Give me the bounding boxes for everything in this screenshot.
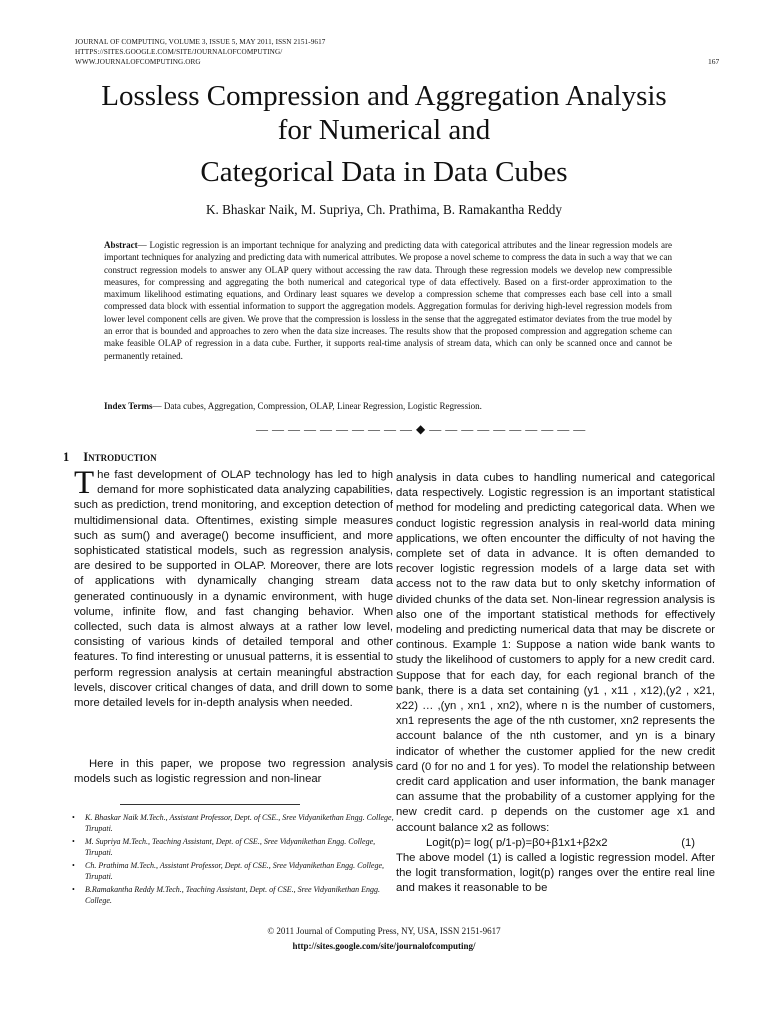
equation: Logit(p)= log( p/1-p)=β0+β1x1+β2x2 bbox=[426, 836, 608, 849]
abstract-text: — Logistic regression is an important technique for analyzing and predicting data with categorical attributes and the linear regression models are important techniques for analyzing and predicting data with numerical attributes. We propose a novel scheme to compress the data in such a way that we can construct regression models to answer any OLAP query without accessing the raw data. Through these regression models we develop new compressible measures, for compressing and aggregating the both numerical and categorical type of data effectively. Based on a first-order approximation to the maximum likelihood estimating equations, and Ordinary least squares we develop a compression scheme that compresses each base cell into a small compressed data block with essential information to support the aggregation models. Aggregation formulas for deriving high-level regression models from lower level component cells are given. We prove that the compression is lossless in the sense that the aggregated estimator deviates from the true model by an error that is bounded and approaches to zero when the data size increases. The results show that the proposed compression and aggregation scheme can make feasible OLAP of regression in a data cube. Further, it supports real-time analysis of stream data, which can only be scanned once and cannot be permanently retained. bbox=[104, 240, 672, 361]
left-column bbox=[74, 465, 393, 711]
author-footnotes bbox=[72, 812, 394, 908]
paper-title-line2: for Numerical and bbox=[277, 114, 491, 146]
journal-header-line2: HTTPS://SITES.GOOGLE.COM/SITE/JOURNALOFCOMPUTING/ bbox=[75, 48, 283, 56]
right-paragraph-2: The above model (1) is called a logistic regression model. After the logit transformation, logit(p) ranges over the entire real line and makes it reasonable to be bbox=[396, 852, 715, 895]
index-terms bbox=[104, 401, 482, 411]
page-number: 167 bbox=[708, 57, 720, 66]
footnote-item: • B.Ramakantha Reddy M.Tech., Teaching Assistant, Dept. of CSE., Sree Vidyanikethan Engg. College. bbox=[72, 884, 380, 905]
intro-paragraph-1: he fast development of OLAP technology has led to high demand for more sophisticated data analyzing capabilities, such as prediction, trend monitoring, and exception detection of multidimensional data. Oftentimes, existing simple measures such as sum() and average() become insufficient, and more sophisticated statistical models, such as regression analysis, are desired to be supported in OLAP. Moreover, there are lots of applications with dynamically changing stream data generated continuously in a dynamic environment, with huge volume, infinite flow, and fast changing behavior. When collected, such data is almost always at a rather low level, consisting of various kinds of detailed temporal and other features. To find interesting or unusual patterns, it is essential to perform regression analysis at certain meaningful abstraction levels, discover critical changes of data, and drill down to some more detailed levels for in-depth analysis when needed. bbox=[74, 469, 393, 710]
section-heading bbox=[63, 450, 157, 465]
right-paragraph-1: analysis in data cubes to handling numerical and categorical data respectively. Logistic regression is an important statistical method for modeling and predicting categorical data. When we conduct logistic regression analysis in real-world data mining applications, we often encounter the difficulty of not having the complete set of data in advance. It is often demanded to recover logistic regression models of a large data set with access not to the raw data but to only sketchy information of divided chunks of the data set. Non-linear regression analysis is also one of the important statistical methods for effectively modeling and predicting numerical data that may be discrete or continous. Example 1: Suppose a nation wide bank wants to study the likelihood of customers to apply for a new credit card. Suppose that for each day, for each regional branch of the bank, there is a data set containing (y1 , x11 , x12),(y2 , x21, x22) … ,(yn , xn1 , xn2), where n is the number of customers, xn1 represents the age of the nth customer, xn2 represents the account balance of the nth customer, and yn is a binary indicator of whether the customer applied for the new credit card (0 for no and 1 for yes). To model the relationship between credit card application and user information, the bank manager can assume that the probability of a customer applying for the new credit card. p depends on the customer age x1 and account balance x2 as follows: bbox=[396, 472, 715, 834]
footnote-item: • K. Bhaskar Naik M.Tech., Assistant Professor, Dept. of CSE., Sree Vidyanikethan Engg. College, Tirupati. bbox=[72, 813, 394, 834]
journal-header-line3: WWW.JOURNALOFCOMPUTING.ORG bbox=[75, 58, 201, 66]
index-terms-text: — Data cubes, Aggregation, Compression, OLAP, Linear Regression, Logistic Regression. bbox=[152, 401, 482, 411]
abstract bbox=[104, 239, 672, 362]
footnote-item: • M. Supriya M.Tech., Teaching Assistant, Dept. of CSE., Sree Vidyanikethan Engg. College, Tirupati. bbox=[72, 836, 376, 858]
paper-title-line1: Lossless Compression and Aggregation Analysis bbox=[101, 80, 667, 112]
journal-url-footer: http://sites.google.com/site/journalofcomputing/ bbox=[292, 941, 476, 951]
index-terms-label: Index Terms bbox=[104, 401, 153, 411]
equation-row bbox=[396, 836, 715, 851]
intro-paragraph-2: Here in this paper, we propose two regression analysis models such as logistic regression and non-linear bbox=[74, 758, 393, 786]
section-title: Introduction bbox=[83, 450, 157, 464]
section-divider: — — — — — — — — — — ◆ — — — — — — — — — — bbox=[256, 422, 586, 436]
section-number: 1 bbox=[63, 450, 70, 464]
footnote-item: • Ch. Prathima M.Tech., Assistant Professor, Dept. of CSE., Sree Vidyanikethan Engg. College, Tirupati. bbox=[72, 860, 385, 882]
author-list: K. Bhaskar Naik, M. Supriya, Ch. Prathima, B. Ramakantha Reddy bbox=[205, 202, 562, 217]
right-column bbox=[396, 471, 715, 897]
equation-number: (1) bbox=[681, 836, 695, 849]
drop-cap: T bbox=[74, 465, 95, 501]
journal-header bbox=[75, 37, 326, 67]
abstract-label: Abstract bbox=[104, 240, 138, 250]
journal-header-line1: JOURNAL OF COMPUTING, VOLUME 3, ISSUE 5, MAY 2011, ISSN 2151-9617 bbox=[75, 38, 326, 46]
copyright-footer: © 2011 Journal of Computing Press, NY, USA, ISSN 2151-9617 bbox=[267, 926, 501, 936]
paper-title-line3: Categorical Data in Data Cubes bbox=[200, 156, 568, 188]
footnote-rule bbox=[120, 804, 300, 805]
